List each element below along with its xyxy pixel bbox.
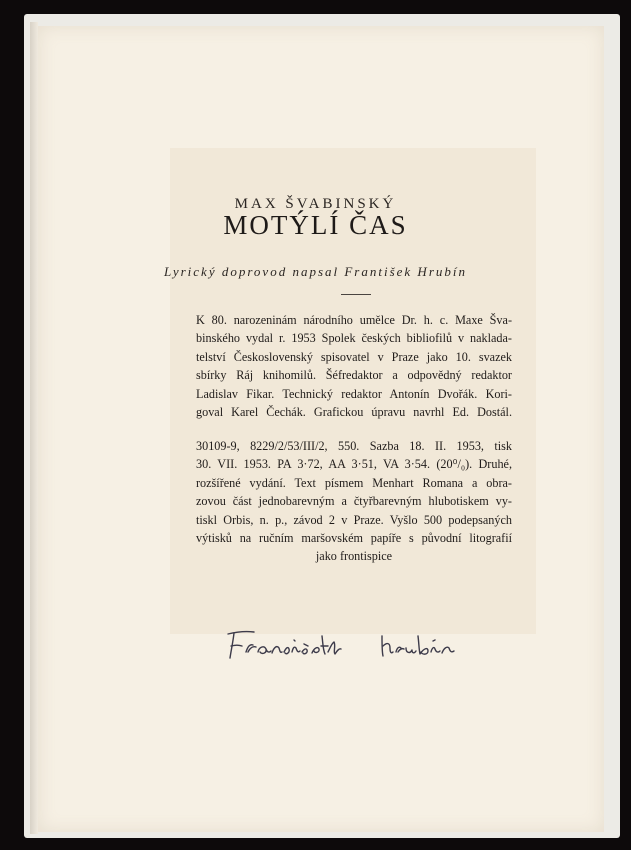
divider-rule (341, 294, 371, 295)
colophon-line: binského vydal r. 1953 Spolek českých bibliofilů v naklada- (196, 331, 512, 346)
colophon-line: 30. VII. 1953. PA 3·72, AA 3·51, VA 3·54. (20⁰/₀). Druhé, (196, 457, 512, 472)
handwritten-signature (222, 622, 492, 666)
colophon-line: K 80. narozeninám národního umělce Dr. h. c. Maxe Šva- (196, 313, 512, 327)
colophon-paragraph-2 (196, 437, 512, 566)
colophon-line: tiskl Orbis, n. p., závod 2 v Praze. Vyšlo 500 podepsaných (196, 512, 512, 527)
colophon-line: telství Československý spisovatel v Praze jako 10. svazek (196, 349, 512, 364)
book-title: MOTÝLÍ ČAS (223, 210, 408, 240)
colophon-line: Ladislav Fikar. Technický redaktor Antonín Dvořák. Kori- (196, 386, 512, 401)
colophon-line: jako frontispice (315, 549, 393, 564)
colophon-line: goval Karel Čechák. Grafickou úpravu navrhl Ed. Dostál. (196, 405, 512, 420)
author-name: MAX ŠVABINSKÝ (234, 196, 397, 212)
subtitle: Lyrický doprovod napsal František Hrubín (164, 264, 467, 279)
colophon-line: rozšířené vydání. Text písmem Menhart Romana a obra- (196, 475, 512, 490)
colophon-line: výtisků na ručním maršovském papíře s původní litografií (196, 531, 512, 546)
page-edge (30, 22, 38, 834)
colophon-paragraph-1 (196, 311, 512, 421)
colophon-line: sbírky Ráj knihomilů. Šéfredaktor a odpovědný redaktor (196, 368, 512, 383)
colophon-line: 30109-9, 8229/2/53/III/2, 550. Sazba 18. II. 1953, tisk (196, 439, 512, 453)
colophon-line: zovou část jednobarevným a čtyřbarevným hlubotiskem vy- (196, 494, 512, 509)
